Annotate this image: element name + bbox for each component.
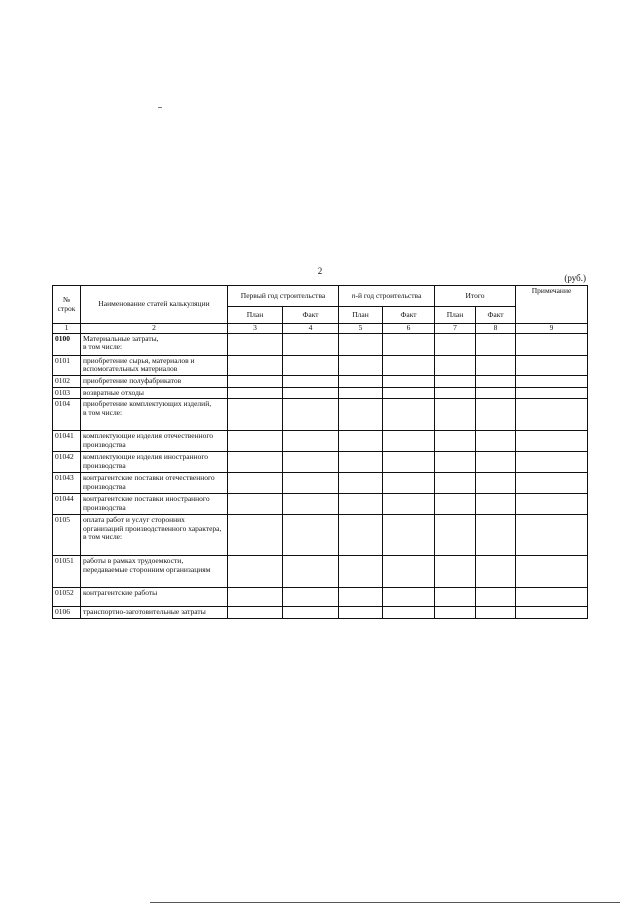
value-cell (339, 452, 383, 473)
value-cell (383, 494, 435, 515)
value-cell (339, 355, 383, 375)
value-cell (228, 333, 283, 355)
value-cell (228, 387, 283, 399)
column-number-row (53, 324, 588, 334)
column-number: 7 (435, 324, 476, 334)
value-cell (383, 333, 435, 355)
row-name: приобретение комплектующих изделий, в том числе: (81, 399, 228, 431)
value-cell (383, 607, 435, 619)
table-row (53, 387, 588, 399)
header-plan: План (228, 307, 283, 324)
value-cell (283, 588, 339, 607)
unit-note: (руб.) (564, 273, 586, 283)
value-cell (339, 399, 383, 431)
value-cell (383, 399, 435, 431)
row-name: транспортно-заготовительные затраты (81, 607, 228, 619)
value-cell (476, 588, 516, 607)
value-cell (516, 387, 588, 399)
value-cell (476, 515, 516, 556)
header-note: Примечание (516, 286, 588, 324)
column-number: 1 (53, 324, 81, 334)
row-name: работы в рамках трудоемкости, передаваемые сторонним организациям (81, 556, 228, 588)
table-row (53, 375, 588, 387)
value-cell (339, 515, 383, 556)
value-cell (339, 375, 383, 387)
value-cell (339, 588, 383, 607)
value-cell (283, 607, 339, 619)
header-fact: Факт (283, 307, 339, 324)
header-nth-year: n-й год строительства (339, 286, 435, 307)
header-total: Итого (435, 286, 516, 307)
value-cell (476, 387, 516, 399)
value-cell (435, 494, 476, 515)
value-cell (435, 607, 476, 619)
value-cell (435, 556, 476, 588)
row-name: комплектующие изделия отечественного производства (81, 431, 228, 452)
value-cell (283, 452, 339, 473)
row-name: контрагентские поставки иностранного производства (81, 494, 228, 515)
value-cell (228, 355, 283, 375)
value-cell (283, 494, 339, 515)
value-cell (339, 431, 383, 452)
value-cell (516, 452, 588, 473)
value-cell (476, 452, 516, 473)
value-cell (476, 333, 516, 355)
value-cell (383, 556, 435, 588)
value-cell (476, 556, 516, 588)
value-cell (283, 375, 339, 387)
row-code: 01043 (53, 473, 81, 494)
value-cell (228, 556, 283, 588)
value-cell (435, 452, 476, 473)
table-row (53, 607, 588, 619)
value-cell (383, 452, 435, 473)
table-row (53, 452, 588, 473)
value-cell (476, 431, 516, 452)
table-row (53, 473, 588, 494)
value-cell (516, 333, 588, 355)
value-cell (383, 387, 435, 399)
table-row (53, 431, 588, 452)
value-cell (283, 399, 339, 431)
value-cell (383, 375, 435, 387)
row-name: комплектующие изделия иностранного производства (81, 452, 228, 473)
row-code: 01044 (53, 494, 81, 515)
row-name: приобретение полуфабрикатов (81, 375, 228, 387)
value-cell (383, 355, 435, 375)
scan-speck (158, 107, 162, 108)
value-cell (476, 375, 516, 387)
value-cell (476, 399, 516, 431)
value-cell (516, 556, 588, 588)
value-cell (339, 333, 383, 355)
row-code: 0101 (53, 355, 81, 375)
value-cell (383, 431, 435, 452)
value-cell (435, 387, 476, 399)
table-row (53, 355, 588, 375)
value-cell (283, 431, 339, 452)
value-cell (435, 431, 476, 452)
value-cell (228, 494, 283, 515)
table-row (53, 515, 588, 556)
value-cell (516, 355, 588, 375)
value-cell (339, 556, 383, 588)
value-cell (383, 588, 435, 607)
row-name: приобретение сырья, материалов и вспомогательных материалов (81, 355, 228, 375)
value-cell (283, 333, 339, 355)
table-row (53, 556, 588, 588)
page-number: 2 (317, 266, 323, 276)
row-code: 01041 (53, 431, 81, 452)
row-code: 01042 (53, 452, 81, 473)
column-number: 2 (81, 324, 228, 334)
value-cell (516, 494, 588, 515)
header-item-name: Наименование статей калькуляции (81, 286, 228, 324)
row-code: 01051 (53, 556, 81, 588)
value-cell (516, 588, 588, 607)
row-code: 0105 (53, 515, 81, 556)
value-cell (435, 399, 476, 431)
header-plan: План (339, 307, 383, 324)
value-cell (228, 607, 283, 619)
row-code: 0103 (53, 387, 81, 399)
value-cell (435, 515, 476, 556)
value-cell (228, 452, 283, 473)
column-number: 5 (339, 324, 383, 334)
value-cell (228, 399, 283, 431)
value-cell (435, 333, 476, 355)
value-cell (283, 355, 339, 375)
header-fact: Факт (476, 307, 516, 324)
value-cell (339, 607, 383, 619)
row-name: контрагентские поставки отечественного производства (81, 473, 228, 494)
table-row (53, 494, 588, 515)
row-name: возвратные отходы (81, 387, 228, 399)
column-number: 9 (516, 324, 588, 334)
value-cell (283, 473, 339, 494)
value-cell (435, 355, 476, 375)
value-cell (383, 515, 435, 556)
value-cell (283, 387, 339, 399)
value-cell (383, 473, 435, 494)
value-cell (283, 556, 339, 588)
value-cell (228, 515, 283, 556)
row-code: 01052 (53, 588, 81, 607)
value-cell (228, 431, 283, 452)
table-row (53, 333, 588, 355)
column-number: 3 (228, 324, 283, 334)
value-cell (228, 375, 283, 387)
header-row-number: № строк (53, 286, 81, 324)
value-cell (516, 399, 588, 431)
row-code: 0100 (53, 333, 81, 355)
value-cell (339, 473, 383, 494)
row-name: контрагентские работы (81, 588, 228, 607)
value-cell (476, 355, 516, 375)
header-plan: План (435, 307, 476, 324)
value-cell (228, 473, 283, 494)
column-number: 4 (283, 324, 339, 334)
row-name: Материальные затраты, в том числе: (81, 333, 228, 355)
value-cell (476, 494, 516, 515)
header-fact: Факт (383, 307, 435, 324)
value-cell (435, 473, 476, 494)
value-cell (228, 588, 283, 607)
row-code: 0104 (53, 399, 81, 431)
value-cell (435, 375, 476, 387)
calculation-table (52, 285, 588, 619)
column-number: 8 (476, 324, 516, 334)
row-code: 0102 (53, 375, 81, 387)
value-cell (516, 431, 588, 452)
value-cell (476, 607, 516, 619)
value-cell (476, 473, 516, 494)
column-number: 6 (383, 324, 435, 334)
value-cell (516, 473, 588, 494)
row-code: 0106 (53, 607, 81, 619)
value-cell (283, 515, 339, 556)
value-cell (339, 387, 383, 399)
row-name: оплата работ и услуг сторонних организаций производственного характера, в том числе: (81, 515, 228, 556)
value-cell (516, 375, 588, 387)
value-cell (339, 494, 383, 515)
scan-edge-line (150, 902, 620, 903)
value-cell (516, 515, 588, 556)
header-first-year: Первый год строительства (228, 286, 339, 307)
table-row (53, 399, 588, 431)
value-cell (435, 588, 476, 607)
value-cell (516, 607, 588, 619)
table-row (53, 588, 588, 607)
